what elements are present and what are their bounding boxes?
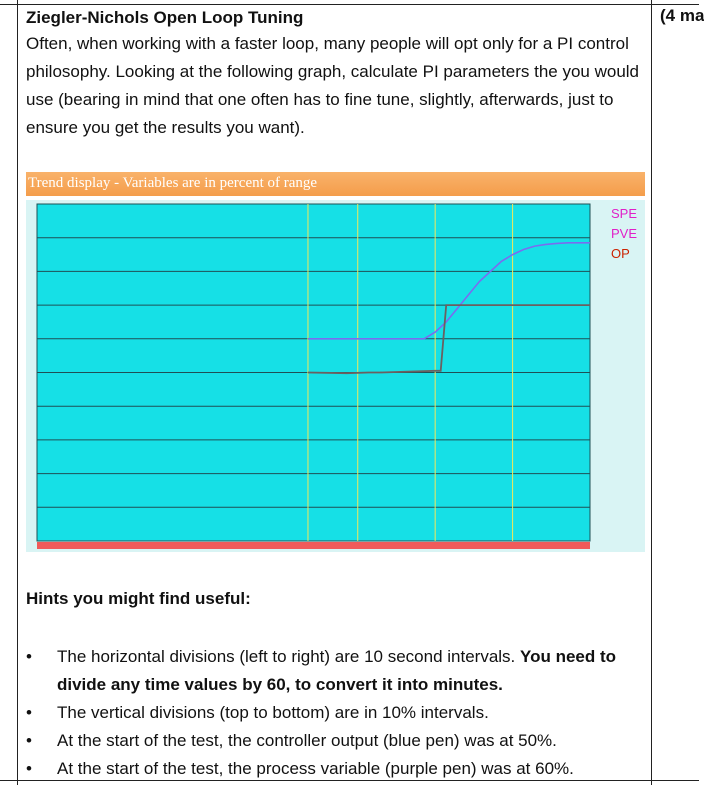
trend-display	[26, 172, 645, 552]
hint-item	[26, 699, 646, 727]
hint-text: The horizontal divisions (left to right) are 10 second intervals.	[57, 647, 521, 666]
trend-header	[26, 172, 645, 196]
hint-item	[26, 755, 646, 783]
bullet-icon: •	[26, 759, 32, 778]
legend-entry-pve: PVE	[611, 226, 638, 241]
hint-text: At the start of the test, the controller output (blue pen) was at 50%.	[57, 731, 557, 750]
hint-emphasis: You need to divide any time values by 60, to convert it into minutes.	[57, 647, 617, 694]
baseline-bar	[37, 542, 590, 549]
marks-label: (4 ma	[660, 6, 704, 25]
hint-text: The vertical divisions (top to bottom) are in 10% intervals.	[57, 703, 489, 722]
trend-title: Trend display - Variables are in percent of range	[28, 175, 318, 191]
hint-item	[26, 727, 646, 755]
bullet-icon: •	[26, 731, 32, 750]
table-left-border	[17, 0, 18, 785]
question-title: Ziegler-Nichols Open Loop Tuning	[26, 8, 304, 27]
hint-item	[26, 643, 646, 699]
trend-body	[26, 200, 645, 552]
bullet-icon: •	[26, 703, 32, 722]
bullet-icon: •	[26, 647, 32, 666]
table-divider	[651, 0, 652, 785]
legend-entry-spe: SPE	[611, 206, 638, 221]
hints-list	[26, 643, 646, 783]
hint-text: At the start of the test, the process variable (purple pen) was at 60%.	[57, 759, 574, 778]
legend-entry-op: OP	[611, 246, 630, 261]
question-body: Often, when working with a faster loop, many people will opt only for a PI control philosophy. Looking at the following graph, calculate PI parameters the you would use (bearing in mind that one often has to fine tune, slightly, afterwards, just to ensure you get the results you want).	[26, 34, 640, 137]
question-cell	[26, 4, 646, 142]
hints-heading: Hints you might find useful:	[26, 589, 251, 608]
trend-chart	[26, 200, 645, 552]
